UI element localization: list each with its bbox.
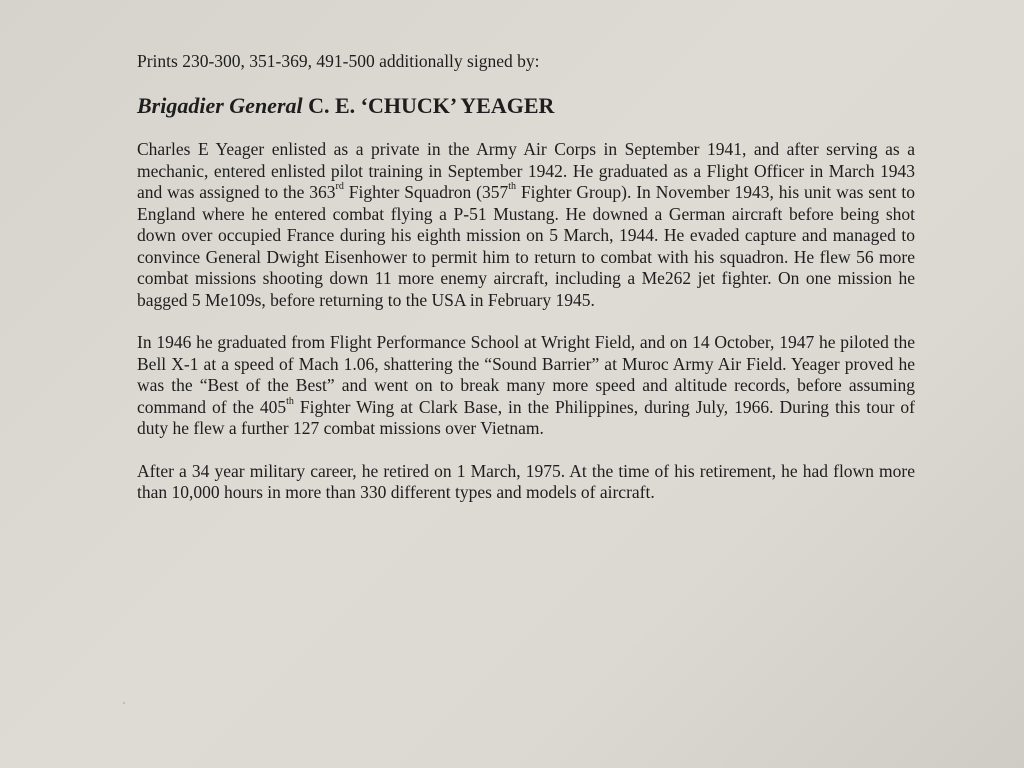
biography-paragraph-1 xyxy=(137,139,915,311)
signer-heading xyxy=(137,92,915,120)
print-numbers-note: Prints 230-300, 351-369, 491-500 additionally signed by: xyxy=(137,51,540,71)
biography-paragraph-3 xyxy=(137,461,915,504)
signer-name: C. E. ‘CHUCK’ YEAGER xyxy=(308,93,555,118)
text-run: Fighter Group). In November 1943, his unit was sent to England where he entered combat flying a P-51 Mustang. He downed a German aircraft before being shot down over occupied France during his eighth mission on 5 March, 1944. He evaded capture and managed to convince General Dwight Eisenhower to permit him to return to combat with his squadron. He flew 56 more combat missions shooting down 11 more enemy aircraft, including a Me262 jet fighter. On one mission he bagged 5 Me109s, before returning to the USA in February 1945. xyxy=(137,182,915,310)
signer-rank: Brigadier General xyxy=(137,93,303,118)
text-run: After a 34 year military career, he retired on 1 March, 1975. At the time of his retirement, he had flown more than 10,000 hours in more than 330 different types and models of aircraft. xyxy=(137,460,915,502)
text-run: Charles E Yeager enlisted as a private in the Army Air Corps in September 1941, and after serving as a mechanic, entered enlisted pilot training in September 1942. He graduated as a Flight Officer in March 1943 and was assigned to the 363 xyxy=(137,139,915,202)
superscript: th xyxy=(286,395,294,407)
text-run: Fighter Squadron (357 xyxy=(343,182,509,202)
text-run: Fighter Wing at Clark Base, in the Philippines, during July, 1966. During this tour of duty he flew a further 127 combat missions over Vietnam. xyxy=(137,396,915,438)
paper-speck xyxy=(123,702,125,704)
biography-paragraph-2 xyxy=(137,332,915,440)
superscript: th xyxy=(508,181,517,193)
signature-sheet xyxy=(137,50,915,504)
superscript: rd xyxy=(335,181,344,193)
text-run: In 1946 he graduated from Flight Performance School at Wright Field, and on 14 October, 1947 he piloted the Bell X-1 at a speed of Mach 1.06, shattering the “Sound Barrier” at Muroc Army Air Field. Yeager proved he was the “Best of the Best” and went on to break many more speed and altitude records, before assuming command of the 405 xyxy=(137,332,915,417)
